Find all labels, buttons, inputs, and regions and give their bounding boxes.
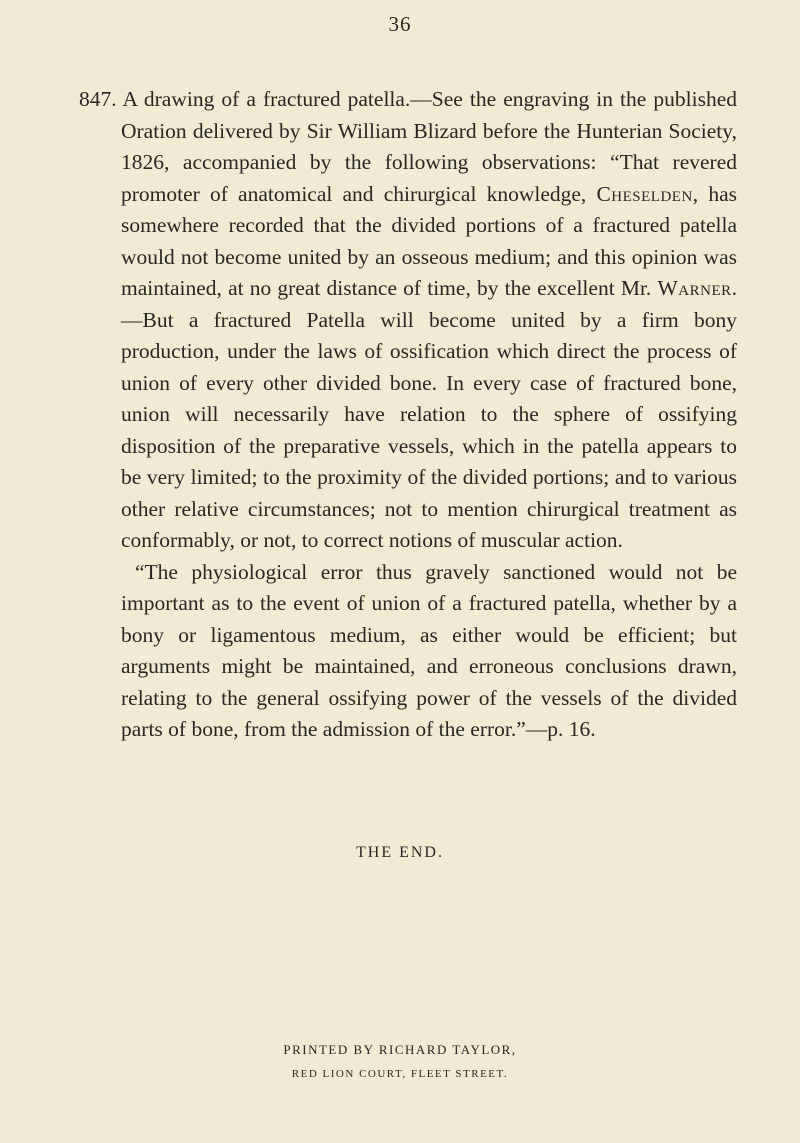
imprint-line-1: PRINTED BY RICHARD TAYLOR, — [283, 1042, 517, 1057]
imprint-line-2: RED LION COURT, FLEET STREET. — [291, 1068, 509, 1080]
name-warner: Warner — [657, 276, 732, 300]
entry-text-part-1: A drawing of a fractured patella.—See the engraving in the published Oration delivered by Sir William Blizard before the Hunterian Society, 1826, accompanied by the following observations: “That revered promoter of anatomical and chirurgical knowledge, — [121, 87, 737, 206]
page-number: 36 — [388, 12, 412, 36]
catalogue-entry — [79, 84, 737, 557]
the-end-heading: THE END. — [356, 844, 444, 861]
name-cheselden: Cheselden — [596, 181, 693, 206]
entry-number: 847. — [79, 87, 117, 111]
quote-paragraph: “The physiological error thus gravely sanctioned would not be important as to the event of union of a fractured patella, whether by a bony or ligamentous medium, as either would be efficient; but arguments might be maintained, and erroneous conclusions drawn, relating to the general ossifying power of the vessels of the divided parts of bone, from the admission of the error.”—p. 16. — [121, 559, 737, 741]
entry-text-part-2: , has somewhere recorded that the divided portions of a fractured patella would not become united by an osseous medium; and this opinion was maintained, at no great distance of time, by the excellent Mr. — [121, 181, 737, 300]
main-text — [79, 84, 737, 746]
printer-imprint — [0, 1038, 800, 1086]
entry-text-part-3: .—But a fractured Patella will become united by a firm bony production, under the laws of ossification which direct the process of union of every other divided bone. In every case of fractured bone, union will necessarily have relation to the sphere of ossifying disposition of the preparative vessels, which in the patella appears to be very limited; to the proximity of the divided portions; and to various other relative circumstances; not to mention chirurgical treatment as conformably, or not, to correct notions of muscular action. — [121, 276, 737, 552]
